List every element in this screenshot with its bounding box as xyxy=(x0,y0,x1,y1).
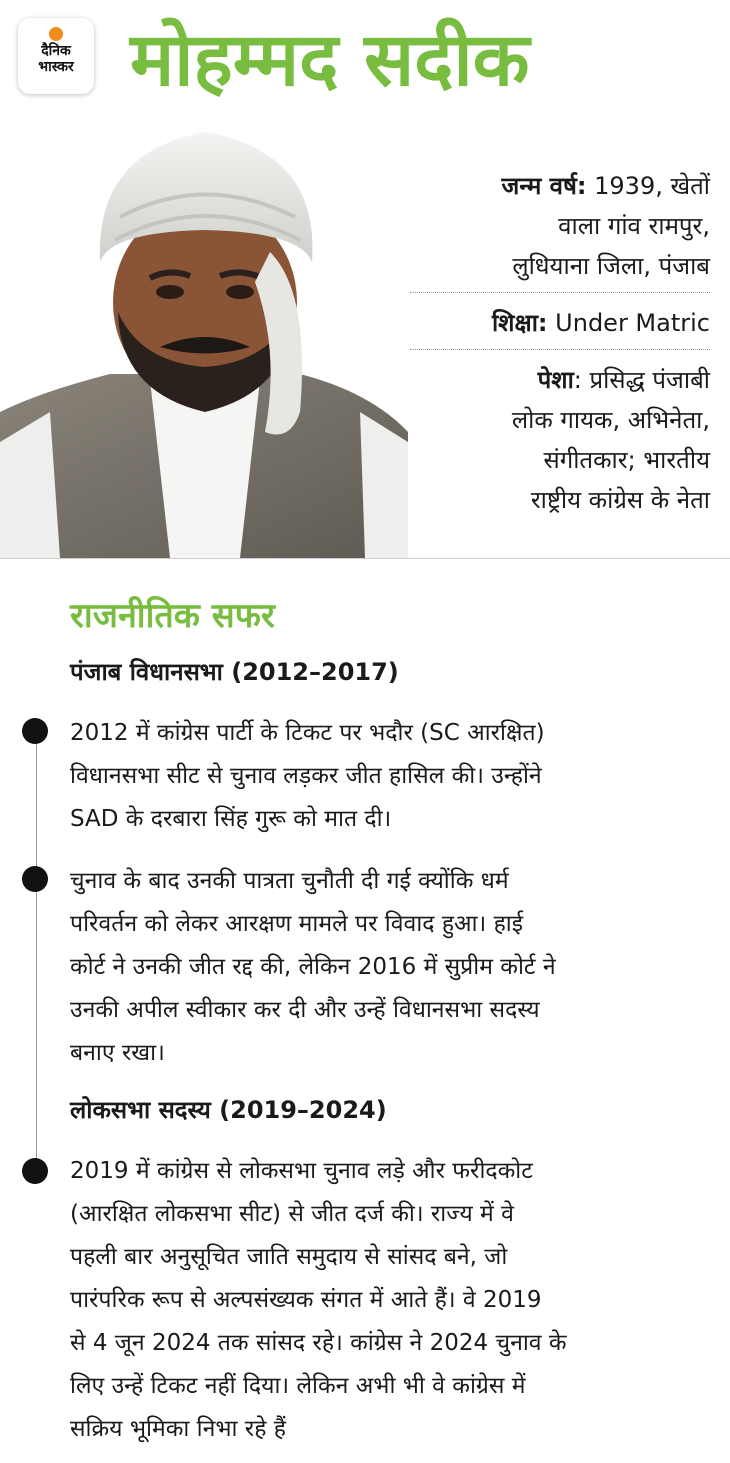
portrait-illustration xyxy=(0,112,408,558)
header-divider xyxy=(0,558,730,559)
logo-text-line2: भास्कर xyxy=(38,59,74,75)
timeline-item xyxy=(70,712,715,841)
timeline-item-line: 2019 में कांग्रेस से लोकसभा चुनाव लड़े और फरीदकोट xyxy=(70,1158,533,1184)
profile-info xyxy=(410,162,710,526)
timeline-item-line: चुनाव के बाद उनकी पात्रता चुनौती दी गई क्योंकि धर्म xyxy=(70,868,509,894)
profession-label: पेशा xyxy=(537,366,574,394)
profession-line-2: लोक गायक, अभिनेता, xyxy=(511,406,710,434)
timeline-bullet xyxy=(22,718,48,744)
subheading-punjab-assembly: पंजाब विधानसभा (2012–2017) xyxy=(70,658,399,686)
timeline-item-line: SAD के दरबारा सिंह गुरू को मात दी। xyxy=(70,806,392,832)
timeline-item-line: 2012 में कांग्रेस पार्टी के टिकट पर भदौर (SC आरक्षित) xyxy=(70,720,545,746)
birth-label: जन्म वर्ष: xyxy=(501,172,587,200)
page-title: मोहम्मद सदीक xyxy=(130,17,530,103)
timeline-item-line: परिवर्तन को लेकर आरक्षण मामले पर विवाद हुआ। हाई xyxy=(70,911,524,937)
timeline-item-line: (आरक्षित लोकसभा सीट) से जीत दर्ज की। राज्य में वे xyxy=(70,1201,514,1227)
subheading-lok-sabha: लोकसभा सदस्य (2019–2024) xyxy=(70,1096,387,1124)
profession-line-3: संगीतकार; भारतीय xyxy=(543,446,710,474)
timeline-bullet xyxy=(22,866,48,892)
brand-logo xyxy=(18,18,94,94)
logo-sun-icon xyxy=(49,27,63,41)
timeline-item-line: से 4 जून 2024 तक सांसद रहे। कांग्रेस ने 2024 चुनाव के xyxy=(70,1330,567,1356)
section-title: राजनीतिक सफर xyxy=(70,596,275,636)
timeline-item-line: उनकी अपील स्वीकार कर दी और उन्हें विधानसभा सदस्य xyxy=(70,997,540,1023)
timeline-item-line: कोर्ट ने उनकी जीत रद्द की, लेकिन 2016 में सुप्रीम कोर्ट ने xyxy=(70,954,556,980)
info-birth xyxy=(410,162,710,293)
birth-line-1 xyxy=(410,166,710,206)
logo-text-line1: दैनिक xyxy=(41,43,71,59)
info-profession xyxy=(410,356,710,526)
info-education xyxy=(410,299,710,350)
portrait-photo xyxy=(0,112,408,558)
timeline-bullet xyxy=(22,1158,48,1184)
timeline-line xyxy=(36,730,37,1170)
education-line xyxy=(410,303,710,343)
timeline-item-line: लिए उन्हें टिकट नहीं दिया। लेकिन अभी भी वे कांग्रेस में xyxy=(70,1373,526,1399)
timeline-item xyxy=(70,1150,715,1451)
timeline-item-line: विधानसभा सीट से चुनाव लड़कर जीत हासिल की। उन्होंने xyxy=(70,763,542,789)
timeline-item xyxy=(70,860,715,1075)
timeline-item-line: बनाए रखा। xyxy=(70,1040,165,1066)
education-value: Under Matric xyxy=(547,309,710,337)
birth-line-3: लुधियाना जिला, पंजाब xyxy=(512,252,710,280)
timeline-item-line: सक्रिय भूमिका निभा रहे हैं xyxy=(70,1416,286,1442)
birth-line-2: वाला गांव रामपुर, xyxy=(558,212,710,240)
timeline-item-line: पारंपरिक रूप से अल्पसंख्यक संगत में आते हैं। वे 2019 xyxy=(70,1287,542,1313)
timeline-item-line: पहली बार अनुसूचित जाति समुदाय से सांसद बने, जो xyxy=(70,1244,508,1270)
birth-value-1: 1939, खेतों xyxy=(586,172,710,200)
education-label: शिक्षा: xyxy=(491,309,548,337)
profession-value-1: : प्रसिद्ध पंजाबी xyxy=(573,366,710,394)
profession-line-4: राष्ट्रीय कांग्रेस के नेता xyxy=(530,486,710,514)
profession-line-1 xyxy=(410,360,710,400)
